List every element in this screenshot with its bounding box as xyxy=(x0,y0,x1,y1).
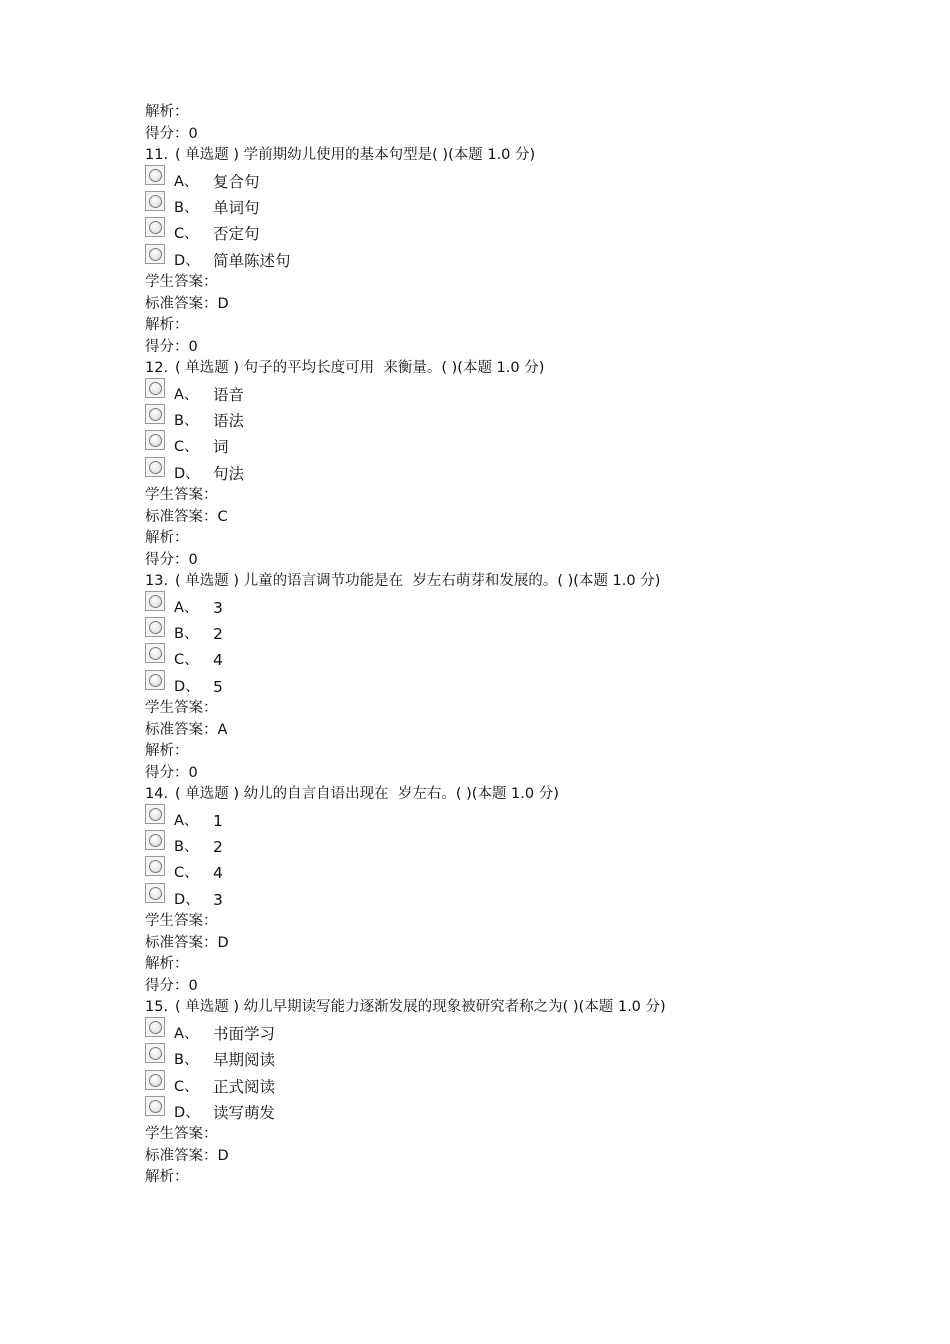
score-label: 得分：0 xyxy=(145,338,198,355)
question-header xyxy=(145,784,905,806)
option-a[interactable] xyxy=(145,1019,905,1045)
radio-button[interactable] xyxy=(145,670,165,690)
question-type: ( 单选题 ) xyxy=(175,999,240,1016)
option-a[interactable] xyxy=(145,806,905,832)
analysis-label: 解析： xyxy=(145,743,189,760)
option-text: 2 xyxy=(213,838,223,857)
option-text: 单词句 xyxy=(213,198,260,217)
option-letter: A、 xyxy=(174,599,199,616)
option-c[interactable] xyxy=(145,858,905,884)
score-label: 得分：0 xyxy=(145,977,198,994)
option-d[interactable] xyxy=(145,246,905,272)
question-stem: 儿童的语言调节功能是在 岁左右萌芽和发展的。( )(本题 1.0 分) xyxy=(243,573,661,590)
option-letter: B、 xyxy=(174,199,199,216)
option-letter: C、 xyxy=(174,652,199,669)
option-text: 5 xyxy=(213,677,223,696)
option-letter: D、 xyxy=(174,252,200,269)
analysis-label: 解析： xyxy=(145,530,189,547)
option-d[interactable] xyxy=(145,672,905,698)
option-letter: D、 xyxy=(174,465,200,482)
radio-button[interactable] xyxy=(145,643,165,663)
question-type: ( 单选题 ) xyxy=(175,147,240,163)
standard-answer: 标准答案：D xyxy=(145,1147,229,1164)
student-answer: 学生答案： xyxy=(145,913,218,930)
radio-button[interactable] xyxy=(145,191,165,211)
option-text: 读写萌发 xyxy=(213,1103,276,1122)
radio-button[interactable] xyxy=(145,617,165,637)
question-block xyxy=(145,571,905,784)
question-block xyxy=(145,358,905,571)
standard-answer: 标准答案：C xyxy=(145,508,228,525)
radio-button[interactable] xyxy=(145,591,165,611)
radio-button[interactable] xyxy=(145,457,165,477)
question-stem: 幼儿早期读写能力逐渐发展的现象被研究者称之为( )(本题 1.0 分) xyxy=(243,999,666,1016)
option-c[interactable] xyxy=(145,1072,905,1098)
question-header xyxy=(145,997,905,1019)
radio-button[interactable] xyxy=(145,217,165,237)
option-letter: D、 xyxy=(174,1104,200,1121)
option-letter: A、 xyxy=(174,386,199,403)
option-text: 否定句 xyxy=(213,225,260,244)
question-header xyxy=(145,145,905,167)
option-a[interactable] xyxy=(145,380,905,406)
option-letter: C、 xyxy=(174,226,199,243)
option-d[interactable] xyxy=(145,1098,905,1124)
question-type: ( 单选题 ) xyxy=(175,360,240,377)
question-header xyxy=(145,571,905,593)
option-letter: D、 xyxy=(174,891,200,908)
standard-answer: 标准答案：D xyxy=(145,934,229,951)
option-text: 词 xyxy=(213,438,229,457)
option-letter: A、 xyxy=(174,812,199,829)
option-text: 语音 xyxy=(213,385,245,404)
question-header xyxy=(145,358,905,380)
option-d[interactable] xyxy=(145,459,905,485)
question-block xyxy=(145,997,905,1189)
question-number: 15. xyxy=(145,999,169,1016)
standard-answer: 标准答案：A xyxy=(145,721,228,738)
analysis-label: 解析： xyxy=(145,317,189,334)
question-number: 14. xyxy=(145,786,169,803)
analysis-label: 解析： xyxy=(145,956,189,973)
question-number: 12. xyxy=(145,360,169,377)
option-a[interactable] xyxy=(145,167,905,193)
option-c[interactable] xyxy=(145,219,905,245)
radio-button[interactable] xyxy=(145,165,165,185)
option-text: 复合句 xyxy=(213,172,260,191)
option-letter: B、 xyxy=(174,839,199,856)
option-text: 正式阅读 xyxy=(213,1077,276,1096)
radio-button[interactable] xyxy=(145,404,165,424)
radio-button[interactable] xyxy=(145,1017,165,1037)
option-letter: B、 xyxy=(174,1052,199,1069)
option-b[interactable] xyxy=(145,1045,905,1071)
radio-button[interactable] xyxy=(145,1096,165,1116)
student-answer: 学生答案： xyxy=(145,1126,218,1143)
radio-button[interactable] xyxy=(145,1043,165,1063)
question-type: ( 单选题 ) xyxy=(175,786,240,803)
option-text: 简单陈述句 xyxy=(213,251,291,270)
option-b[interactable] xyxy=(145,406,905,432)
score-label: 得分：0 xyxy=(145,125,198,142)
option-d[interactable] xyxy=(145,885,905,911)
radio-button[interactable] xyxy=(145,1070,165,1090)
option-text: 3 xyxy=(213,890,223,909)
score-label: 得分：0 xyxy=(145,764,198,781)
question-number: 11. xyxy=(145,147,169,163)
option-c[interactable] xyxy=(145,432,905,458)
student-answer: 学生答案： xyxy=(145,274,218,291)
option-text: 语法 xyxy=(213,411,245,430)
option-text: 4 xyxy=(213,651,223,670)
option-letter: C、 xyxy=(174,439,199,456)
radio-button[interactable] xyxy=(145,830,165,850)
option-letter: A、 xyxy=(174,1025,199,1042)
question-block xyxy=(145,784,905,997)
question-stem: 学前期幼儿使用的基本句型是( )(本题 1.0 分) xyxy=(243,147,536,163)
option-letter: C、 xyxy=(174,1078,199,1095)
student-answer: 学生答案： xyxy=(145,700,218,717)
option-letter: B、 xyxy=(174,412,199,429)
radio-button[interactable] xyxy=(145,378,165,398)
analysis-label: 解析： xyxy=(145,104,189,120)
option-b[interactable] xyxy=(145,832,905,858)
question-stem: 幼儿的自言自语出现在 岁左右。( )(本题 1.0 分) xyxy=(243,786,559,803)
radio-button[interactable] xyxy=(145,883,165,903)
standard-answer: 标准答案：D xyxy=(145,295,229,312)
question-number: 13. xyxy=(145,573,169,590)
option-text: 4 xyxy=(213,864,223,883)
option-b[interactable] xyxy=(145,193,905,219)
option-text: 1 xyxy=(213,811,223,830)
option-letter: D、 xyxy=(174,678,200,695)
question-type: ( 单选题 ) xyxy=(175,573,240,590)
radio-button[interactable] xyxy=(145,244,165,264)
question-stem: 句子的平均长度可用 来衡量。( )(本题 1.0 分) xyxy=(243,360,545,377)
option-letter: C、 xyxy=(174,865,199,882)
analysis-label: 解析： xyxy=(145,1169,189,1186)
option-text: 2 xyxy=(213,625,223,644)
option-text: 3 xyxy=(213,598,223,617)
option-c[interactable] xyxy=(145,645,905,671)
question-block xyxy=(145,145,905,358)
option-letter: B、 xyxy=(174,626,199,643)
radio-button[interactable] xyxy=(145,430,165,450)
option-text: 书面学习 xyxy=(213,1024,276,1043)
radio-button[interactable] xyxy=(145,856,165,876)
option-a[interactable] xyxy=(145,593,905,619)
radio-button[interactable] xyxy=(145,804,165,824)
option-text: 句法 xyxy=(213,464,245,483)
option-b[interactable] xyxy=(145,619,905,645)
exam-page xyxy=(145,102,905,1189)
score-label: 得分：0 xyxy=(145,551,198,568)
student-answer: 学生答案： xyxy=(145,487,218,504)
option-letter: A、 xyxy=(174,173,199,190)
option-text: 早期阅读 xyxy=(213,1051,276,1070)
